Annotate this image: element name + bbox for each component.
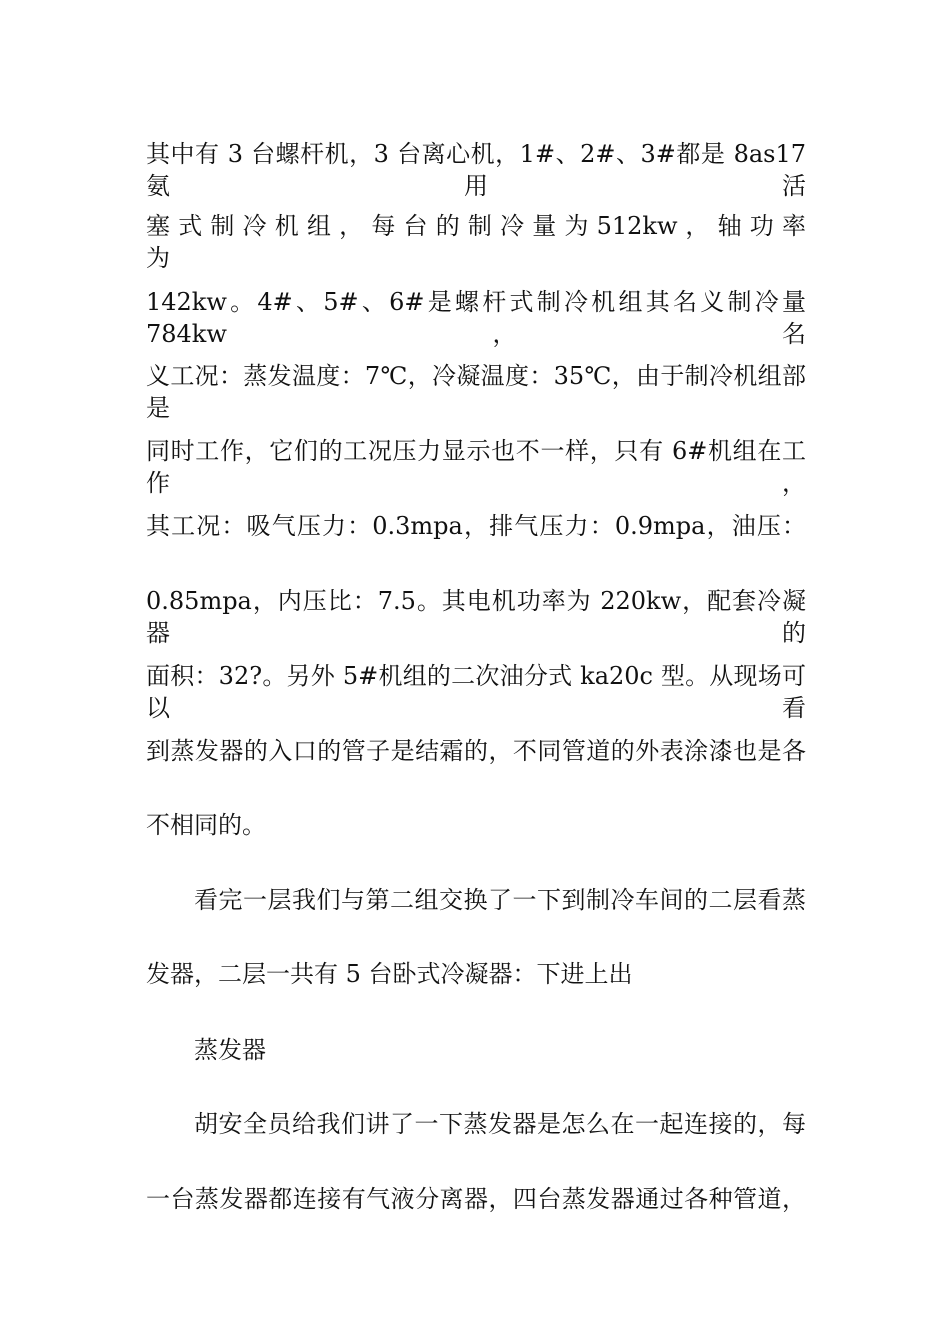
text-line-6: 其工况：吸气压力：0.3mpa，排气压力：0.9mpa，油压： bbox=[146, 512, 806, 540]
text-line-2: 塞 式 制 冷 机 组 ， 每 台 的 制 冷 量 为 512kw ， 轴 功 率 为 bbox=[146, 212, 806, 272]
text-line-11: 看完一层我们与第二组交换了一下到制冷车间的二层看蒸 bbox=[194, 886, 806, 914]
text-line-8: 面积：32?。另外 5#机组的二次油分式 ka20c 型。从现场可以看 bbox=[146, 662, 806, 722]
text-line-14: 胡安全员给我们讲了一下蒸发器是怎么在一起连接的，每 bbox=[194, 1110, 806, 1138]
text-line-12: 发器，二层一共有 5 台卧式冷凝器：下进上出 bbox=[146, 960, 633, 988]
text-line-1: 其中有 3 台螺杆机，3 台离心机，1#、2#、3#都是 8as17 氨用活 bbox=[146, 140, 806, 200]
text-line-9: 到蒸发器的入口的管子是结霜的，不同管道的外表涂漆也是各 bbox=[146, 737, 806, 765]
section-heading-evaporator: 蒸发器 bbox=[194, 1036, 266, 1064]
text-line-10: 不相同的。 bbox=[146, 811, 266, 839]
text-line-7: 0.85mpa，内压比：7.5。其电机功率为 220kw，配套冷凝器的 bbox=[146, 587, 806, 647]
text-line-5: 同时工作，它们的工况压力显示也不一样，只有 6#机组在工作， bbox=[146, 437, 806, 497]
text-line-4: 义工况：蒸发温度：7℃，冷凝温度：35℃，由于制冷机组部是 bbox=[146, 362, 806, 422]
text-line-15: 一台蒸发器都连接有气液分离器，四台蒸发器通过各种管道， bbox=[146, 1185, 806, 1213]
text-line-3: 142kw。4#、5#、6#是螺杆式制冷机组其名义制冷量 784kw，名 bbox=[146, 288, 806, 348]
